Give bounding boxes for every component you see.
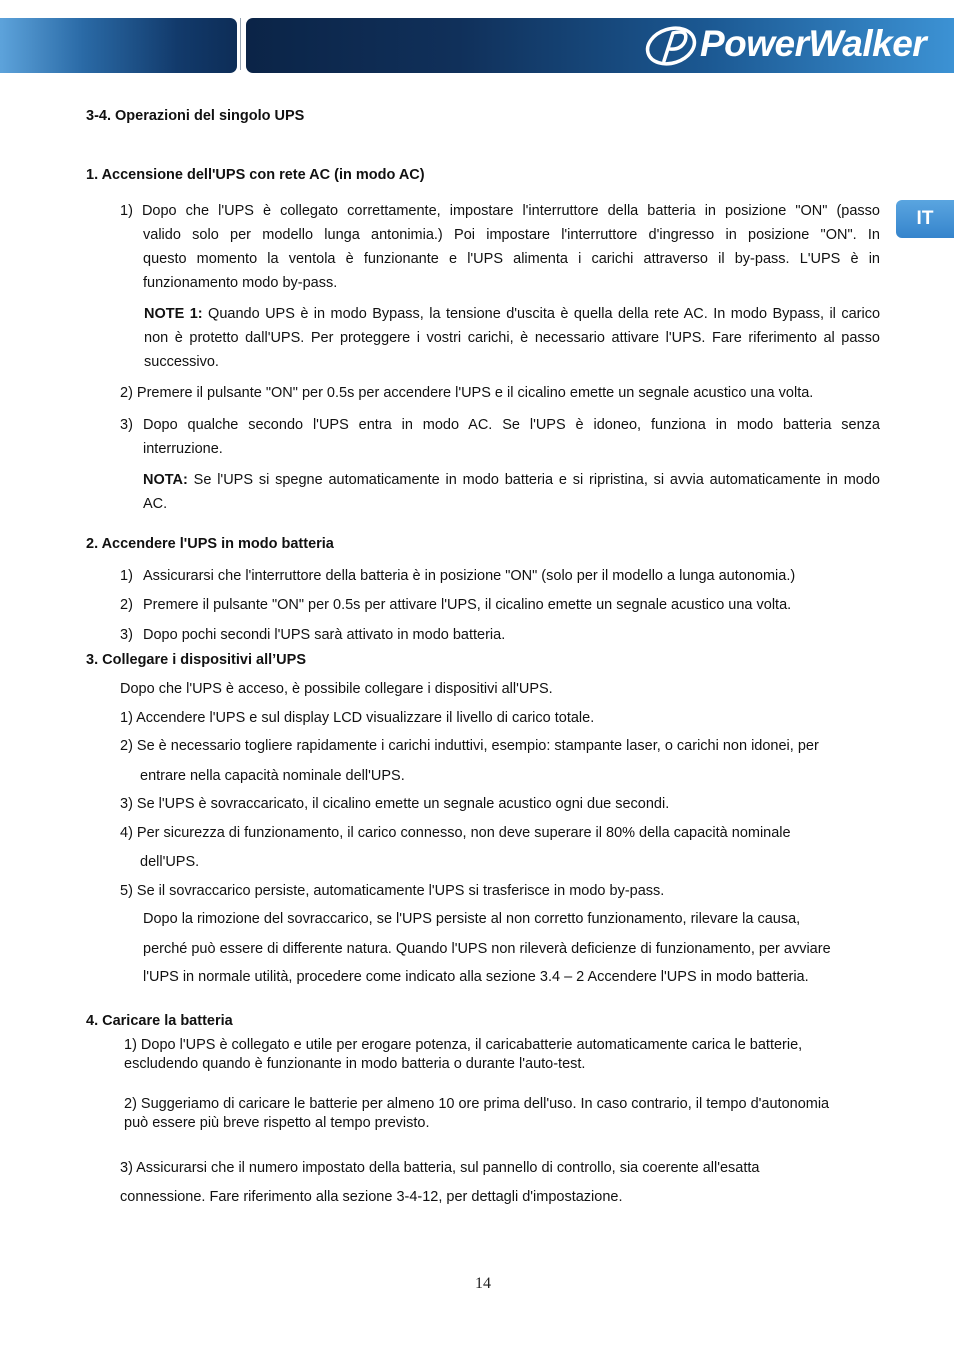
- s1-item2: 2) Premere il pulsante "ON" per 0.5s per accendere l'UPS e il cicalino emette un segnale acustico una volta.: [120, 385, 814, 401]
- nota-text: Se l'UPS si spegne automaticamente in modo batteria e si ripristina, si avvia automaticamente in modo: [193, 472, 880, 488]
- s4-line: escludendo quando è funzionante in modo batteria o durante l'auto-test.: [124, 1056, 586, 1072]
- note1-text: Quando UPS è in modo Bypass, la tensione d'uscita è quella della rete AC. In modo Bypass, il carico: [208, 306, 881, 322]
- nota-label: NOTA:: [143, 472, 188, 488]
- nota-line: AC.: [143, 496, 168, 512]
- note1-line: successivo.: [144, 354, 219, 370]
- note1-line: non è protetto dall'UPS. Per proteggere i vostri carichi, è necessario attivare l'UPS. Fare riferimento al passo: [144, 330, 880, 346]
- s2-item-text: Premere il pulsante "ON" per 0.5s per attivare l'UPS, il cicalino emette un segnale acustico una volta.: [143, 597, 792, 613]
- header-banner-left: [0, 18, 237, 73]
- note1-line: [144, 305, 880, 323]
- s3-line: perché può essere di differente natura. Quando l'UPS non rileverà deficienze di funzionamento, per avviare: [143, 941, 831, 957]
- s3-line: l'UPS in normale utilità, procedere come indicato alla sezione 3.4 – 2 Accendere l'UPS in modo batteria.: [143, 969, 809, 985]
- page-number: 14: [475, 1275, 491, 1292]
- subsection-title-2: 2. Accendere l'UPS in modo batteria: [86, 536, 334, 552]
- s2-item-marker: 2): [120, 597, 133, 613]
- s1-item1-line: questo momento la ventola è funzionante e l'UPS alimenta i carichi attraverso il by-pass. L'UPS è in: [143, 251, 880, 267]
- nota-line: [143, 471, 880, 489]
- s1-item1-line: 1) Dopo che l'UPS è collegato correttamente, impostare l'interruttore della batteria in posizione "ON" (passo: [120, 203, 880, 219]
- s1-item1-line: valido solo per modello lunga antonimia.) Poi impostare l'interruttore d'ingresso in posizione "ON". In: [143, 227, 880, 243]
- subsection-title-1: 1. Accensione dell'UPS con rete AC (in modo AC): [86, 167, 425, 183]
- s2-item-text: Dopo pochi secondi l'UPS sarà attivato in modo batteria.: [143, 627, 506, 643]
- s1-item1-line: funzionamento modo by-pass.: [143, 275, 338, 291]
- subsection-title-4: 4. Caricare la batteria: [86, 1013, 233, 1029]
- s4-line: può essere più breve rispetto al tempo previsto.: [124, 1115, 430, 1131]
- s2-item-marker: 1): [120, 568, 133, 584]
- subsection-title-3: 3. Collegare i dispositivi all’UPS: [86, 652, 306, 668]
- note1-label: NOTE 1:: [144, 306, 203, 322]
- s1-item3-line: interruzione.: [143, 441, 223, 457]
- s2-item-marker: 3): [120, 627, 133, 643]
- s4-line: connessione. Fare riferimento alla sezione 3-4-12, per dettagli d'impostazione.: [120, 1189, 623, 1205]
- s3-line: Dopo la rimozione del sovraccarico, se l'UPS persiste al non corretto funzionamento, rilevare la causa,: [143, 911, 801, 927]
- language-tab: IT: [896, 200, 954, 238]
- s3-line: entrare nella capacità nominale dell'UPS.: [140, 768, 405, 784]
- s2-item-text: Assicurarsi che l'interruttore della batteria è in posizione "ON" (solo per il modello a lunga autonomia.): [143, 568, 796, 584]
- section-title: 3-4. Operazioni del singolo UPS: [86, 108, 305, 124]
- s3-line: Dopo che l'UPS è acceso, è possibile collegare i dispositivi all'UPS.: [120, 681, 553, 697]
- s3-line: 2) Se è necessario togliere rapidamente i carichi induttivi, esempio: stampante laser, o carichi non idonei, per: [120, 738, 819, 754]
- s3-line: 3) Se l'UPS è sovraccaricato, il cicalino emette un segnale acustico ogni due secondi.: [120, 796, 670, 812]
- s4-line: 3) Assicurarsi che il numero impostato della batteria, sul pannello di controllo, sia coerente all'esatta: [120, 1160, 760, 1176]
- s1-item3-marker: 3): [120, 417, 133, 433]
- powerwalker-swoosh-icon: [644, 24, 702, 68]
- s1-item3-line: Dopo qualche secondo l'UPS entra in modo AC. Se l'UPS è idoneo, funziona in modo batteria senza: [143, 417, 880, 433]
- s3-line: 5) Se il sovraccarico persiste, automaticamente l'UPS si trasferisce in modo by-pass.: [120, 883, 665, 899]
- s3-line: dell'UPS.: [140, 854, 200, 870]
- s4-line: 1) Dopo l'UPS è collegato e utile per erogare potenza, il caricabatterie automaticamente carica le batterie,: [124, 1037, 803, 1053]
- brand-logo-text: PowerWalker: [700, 23, 927, 64]
- s3-line: 4) Per sicurezza di funzionamento, il carico connesso, non deve superare il 80% della capacità nominale: [120, 825, 791, 841]
- s3-line: 1) Accendere l'UPS e sul display LCD visualizzare il livello di carico totale.: [120, 710, 595, 726]
- header-divider: [240, 18, 241, 70]
- s4-line: 2) Suggeriamo di caricare le batterie per almeno 10 ore prima dell'uso. In caso contrario, il tempo d'autonomia: [124, 1096, 830, 1112]
